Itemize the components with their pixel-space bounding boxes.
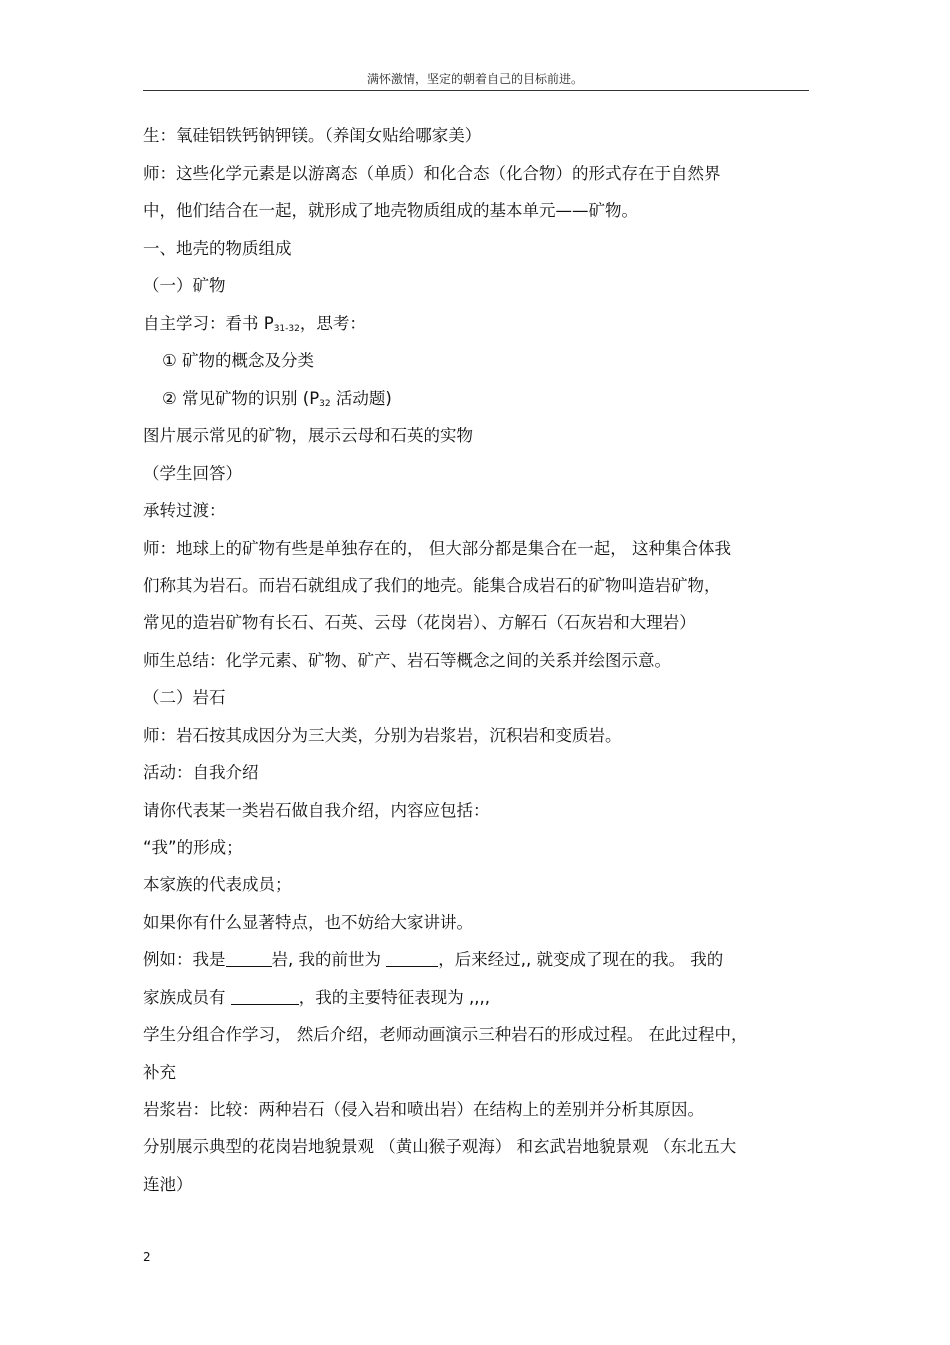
text-line: 师：地球上的矿物有些是单独存在的， 但大部分都是集合在一起， 这种集合体我: [143, 539, 731, 558]
subsection-heading: （二）岩石: [143, 688, 226, 707]
text-line: “我”的形成；: [143, 838, 243, 857]
text-line: 师生总结：化学元素、矿物、矿产、岩石等概念之间的关系并绘图示意。: [143, 651, 671, 670]
text-line: 承转过渡：: [143, 501, 226, 520]
text-line: 师：岩石按其成因分为三大类，分别为岩浆岩，沉积岩和变质岩。: [143, 726, 622, 745]
subsection-heading: （一）矿物: [143, 276, 226, 295]
text-line: 中，他们结合在一起，就形成了地壳物质组成的基本单元——矿物。: [143, 201, 638, 220]
text-line: 如果你有什么显著特点，也不妨给大家讲讲。: [143, 913, 473, 932]
text-line: 师：这些化学元素是以游离态（单质）和化合态（化合物）的形式存在于自然界: [143, 164, 721, 183]
page-number: 2: [143, 1250, 151, 1264]
text-line: 本家族的代表成员；: [143, 875, 292, 894]
section-heading: 一、地壳的物质组成: [143, 239, 292, 258]
text-line: 常见的造岩矿物有长石、石英、云母（花岗岩）、方解石（石灰岩和大理岩）: [143, 613, 696, 632]
text-line: 生：氧硅铝铁钙钠钾镁。（养闺女贴给哪家美）: [143, 126, 482, 145]
text-line: （学生回答）: [143, 464, 242, 483]
fill-blank: [226, 952, 272, 967]
example-line: [143, 950, 723, 970]
list-item: [162, 389, 392, 414]
example-part4: 家族成员有: [143, 988, 231, 1007]
text-line: 分别展示典型的花岗岩地貌景观 （黄山猴子观海） 和玄武岩地貌景观 （东北五大: [143, 1137, 737, 1156]
text-line: 连池）: [143, 1175, 193, 1194]
example-line-2: [143, 988, 490, 1008]
self-study-suffix: ，思考：: [299, 314, 366, 333]
self-study-prefix: 自主学习：看书 P: [143, 314, 274, 333]
text-line: 请你代表某一类岩石做自我介绍，内容应包括：: [143, 801, 490, 820]
item2-prefix: ② 常见矿物的识别 (P: [162, 389, 320, 408]
example-part5: ，我的主要特征表现为 ,,,,: [298, 988, 490, 1007]
list-item: ① 矿物的概念及分类: [162, 351, 315, 370]
fill-blank: [231, 990, 299, 1005]
self-study-line: [143, 314, 366, 339]
example-part1: 例如：我是: [143, 950, 226, 969]
text-line: 活动：自我介绍: [143, 763, 259, 782]
text-line: 补充: [143, 1063, 176, 1082]
text-line: 们称其为岩石。而岩石就组成了我们的地壳。能集合成岩石的矿物叫造岩矿物，: [143, 576, 721, 595]
example-part2: 岩, 我的前世为: [271, 950, 387, 969]
text-line: 学生分组合作学习， 然后介绍，老师动画演示三种岩石的形成过程。 在此过程中，: [143, 1025, 748, 1044]
fill-blank: [386, 952, 438, 967]
text-line: 图片展示常见的矿物，展示云母和石英的实物: [143, 426, 473, 445]
item2-suffix: 活动题): [330, 389, 392, 408]
text-line: 岩浆岩：比较：两种岩石（侵入岩和喷出岩）在结构上的差别并分析其原因。: [143, 1100, 704, 1119]
page-header-motto: 满怀激情，坚定的朝着自己的目标前进。: [366, 72, 583, 86]
self-study-pages: 31-32: [273, 324, 300, 334]
example-part3: ，后来经过,, 就变成了现在的我。 我的: [438, 950, 724, 969]
item2-page: 32: [319, 399, 331, 409]
header-divider: [143, 90, 809, 91]
